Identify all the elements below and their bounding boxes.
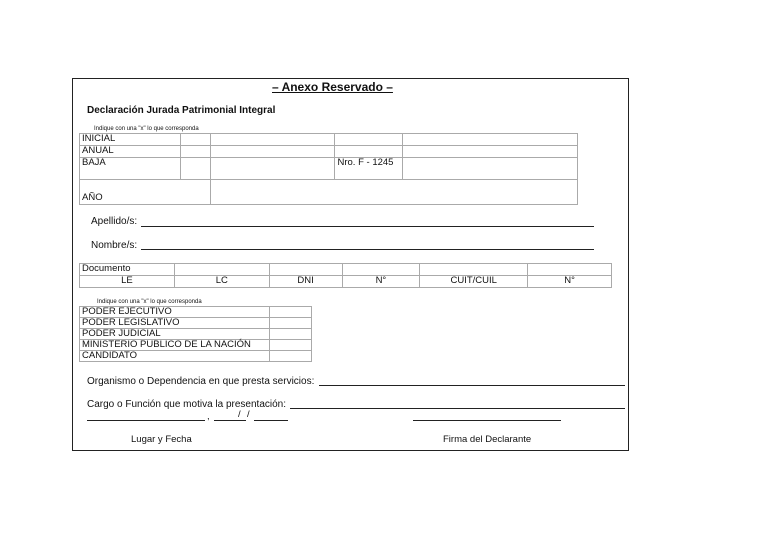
branch-candidate-check[interactable] [270,351,312,362]
organism-field[interactable] [319,385,625,386]
branch-ministry-label: MINISTERIO PUBLICO DE LA NACIÓN [80,340,270,351]
type-annual-label: ANUAL [80,146,181,158]
type-initial-check[interactable] [180,134,210,146]
doc-col-lc: LC [174,276,269,288]
type-baja-check[interactable] [180,158,210,180]
branch-executive-check[interactable] [270,307,312,318]
branch-executive-label: PODER EJECUTIVO [80,307,270,318]
doc-col-number: N° [342,276,420,288]
doc-col-le: LE [80,276,175,288]
form-number: Nro. F - 1245 [335,158,403,180]
place-field[interactable] [87,420,205,421]
document-table [79,263,612,288]
place-date-label: Lugar y Fecha [131,434,192,445]
branch-judicial-label: PODER JUDICIAL [80,329,270,340]
declaration-type-table [79,133,578,205]
type-initial-label: INICIAL [80,134,181,146]
branch-candidate-label: CANDIDATO [80,351,270,362]
name-field[interactable] [141,249,594,250]
comma-separator: , [207,411,210,422]
form-title: – Anexo Reservado – [272,80,393,94]
year-field[interactable] [210,180,577,205]
surname-field[interactable] [141,226,594,227]
branch-table [79,306,312,362]
branch-legislative-check[interactable] [270,318,312,329]
type-baja-label: BAJA [80,158,181,180]
branch-legislative-label: PODER LEGISLATIVO [80,318,270,329]
type-hint: Indique con una "x" lo que corresponda [94,126,199,132]
branch-judicial-check[interactable] [270,329,312,340]
document-label: Documento [80,264,175,276]
branch-hint: Indique con una "x" lo que corresponda [97,299,202,305]
year-date-field[interactable] [254,420,288,421]
year-label: AÑO [80,180,211,205]
organism-label: Organismo o Dependencia en que presta servicios: [87,376,315,387]
form-subtitle: Declaración Jurada Patrimonial Integral [87,105,276,116]
branch-ministry-check[interactable] [270,340,312,351]
doc-col-cuit-number: N° [528,276,612,288]
type-annual-check[interactable] [180,146,210,158]
doc-col-cuit: CUIT/CUIL [420,276,528,288]
date-slash-2: / [247,409,250,420]
doc-col-dni: DNI [269,276,342,288]
month-field[interactable] [218,420,246,421]
name-label: Nombre/s: [91,240,138,251]
date-slash-1: / [238,409,241,420]
position-label: Cargo o Función que motiva la presentación: [87,399,287,410]
position-field[interactable] [290,408,625,409]
signature-field[interactable] [413,420,561,421]
surname-label: Apellido/s: [91,216,138,227]
signature-label: Firma del Declarante [443,434,532,445]
